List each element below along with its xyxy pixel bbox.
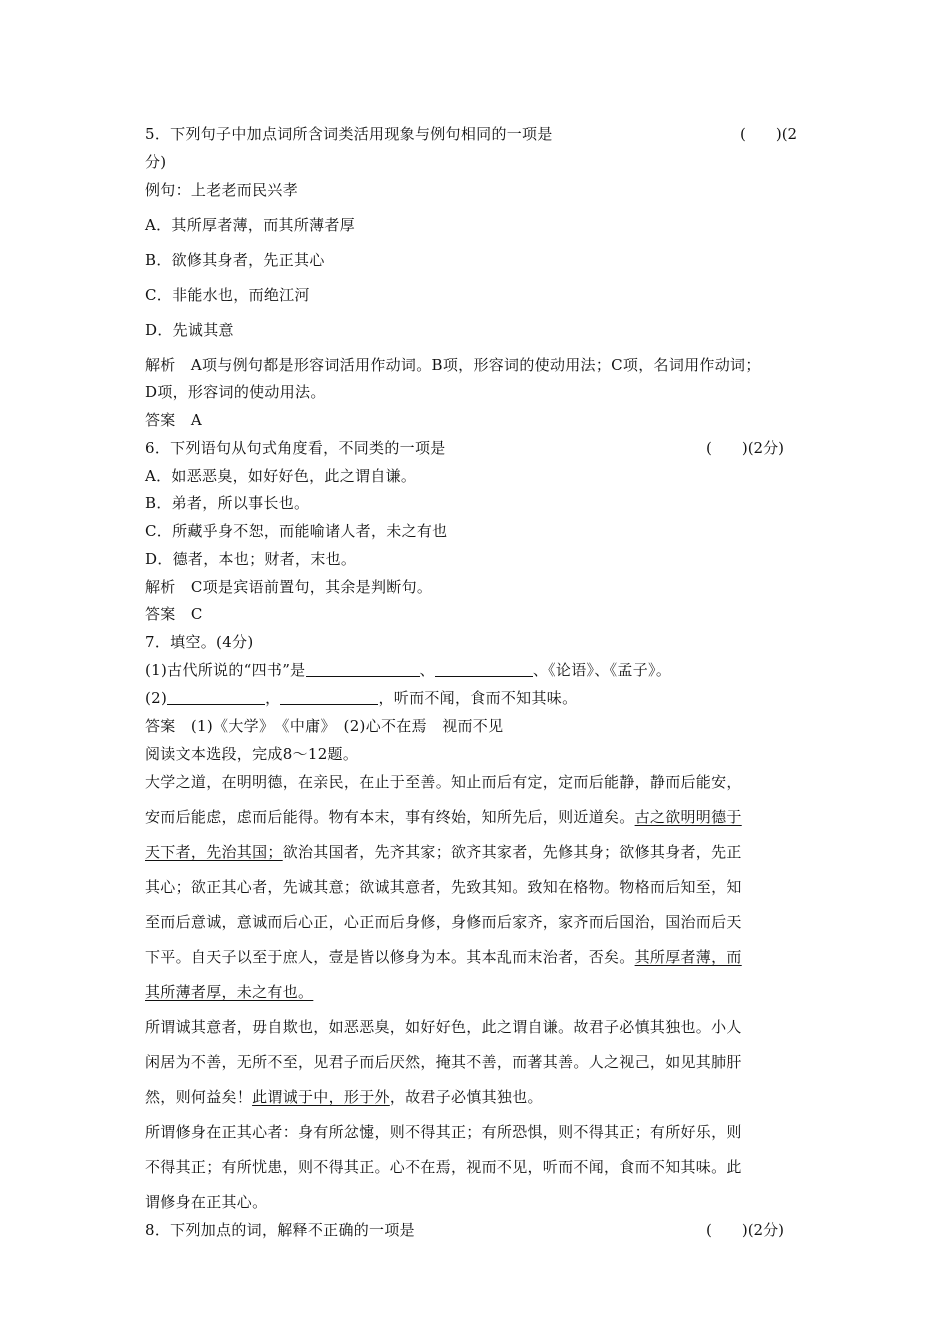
q6-option-a: A．如恶恶臭，如好好色，此之谓自谦。 [145, 467, 417, 485]
passage-p2-line1: 所谓诚其意者，毋自欺也，如恶恶臭，如好好色，此之谓自谦。故君子必慎其独也。小人 [145, 1018, 742, 1036]
passage-p2-line2: 闲居为不善，无所不至，见君子而后厌然，掩其不善，而著其善。人之视己，如见其肺肝 [145, 1053, 742, 1071]
fill-blank-2[interactable] [435, 662, 533, 677]
q5-option-c: C．非能水也，而绝江河 [145, 286, 310, 304]
fill-blank-1[interactable] [306, 662, 420, 677]
passage-p1-line6 [145, 947, 742, 967]
q6-option-c: C．所藏乎身不恕，而能喻诸人者，未之有也 [145, 522, 448, 540]
passage-p2-line3-text: 然，则何益矣！ [145, 1088, 253, 1106]
q7-fill-line2 [145, 688, 577, 708]
fill-blank-4[interactable] [280, 690, 378, 705]
passage-p1-line4: 其心；欲正其心者，先诚其意；欲诚其意者，先致其知。致知在格物。物格而后知至，知 [145, 878, 742, 896]
q5-analysis-line1: 解析 A项与例句都是形容词活用作动词。B项，形容词的使动用法；C项，名词用作动词； [145, 356, 761, 374]
q7-l1-suffix: 、《论语》、《孟子》。 [532, 661, 672, 679]
q5-answer-paren: ( )(2 [740, 125, 798, 143]
passage-p1-line3-text: 欲治其国者，先齐其家；欲齐其家者，先修其身；欲修其身者，先正 [282, 843, 742, 861]
q5-answer: 答案 A [145, 411, 203, 429]
underlined-sentence-3: 此谓诚于中，形于外 [252, 1088, 390, 1106]
q5-example: 例句：上老老而民兴孝 [145, 181, 299, 199]
passage-p3-line1: 所谓修身在正其心者：身有所忿懥，则不得其正；有所恐惧，则不得其正；有所好乐，则 [145, 1123, 742, 1141]
q7-answer: 答案 (1)《大学》 《中庸》 (2)心不在焉 视而不见 [145, 717, 504, 735]
q5-option-a: A．其所厚者薄，而其所薄者厚 [145, 216, 356, 234]
q7-stem: 7．填空。(4分) [145, 633, 254, 651]
passage-p2-line3 [145, 1087, 543, 1107]
passage-p3-line2: 不得其正；有所忧患，则不得其正。心不在焉，视而不见，听而不闻，食而不知其味。此 [145, 1158, 742, 1176]
q7-l2-suffix: ，听而不闻，食而不知其味。 [378, 689, 578, 707]
q6-analysis: 解析 C项是宾语前置句，其余是判断句。 [145, 578, 433, 596]
underlined-sentence-2b: 其所薄者厚，未之有也。 [145, 983, 314, 1001]
q8-stem: 8．下列加点的词，解释不正确的一项是 [145, 1221, 415, 1239]
q5-option-b: B．欲修其身者，先正其心 [145, 251, 325, 269]
q6-option-b: B．弟者，所以事长也。 [145, 494, 310, 512]
fill-blank-3[interactable] [167, 690, 265, 705]
passage-p3-line3: 谓修身在正其心。 [145, 1193, 268, 1211]
q6-answer: 答案 C [145, 605, 203, 623]
q7-l1-prefix: (1)古代所说的“四书”是 [145, 661, 306, 679]
passage-p1-line3 [145, 842, 742, 862]
passage-p2-line3-end: ，故君子必慎其独也。 [389, 1088, 543, 1106]
underlined-sentence-1a: 古之欲明明德于 [634, 808, 742, 826]
q7-l1-separator: 、 [419, 661, 435, 679]
passage-p1-line6-text: 下平。自天子以至于庶人，壹是皆以修身为本。其本乱而末治者，否矣。 [145, 948, 635, 966]
passage-p1-line5: 至而后意诚，意诚而后心正，心正而后身修，身修而后家齐，家齐而后国治，国治而后天 [145, 913, 742, 931]
passage-p1-line2-text: 安而后能虑，虑而后能得。物有本末，事有终始，知所先后，则近道矣。 [145, 808, 635, 826]
q8-answer-paren: ( )(2分) [706, 1221, 784, 1239]
q6-option-d: D．德者，本也；财者，末也。 [145, 550, 357, 568]
passage-p1-line2 [145, 807, 742, 827]
passage-p1-line1: 大学之道，在明明德，在亲民，在止于至善。知止而后有定，定而后能静，静而后能安， [145, 773, 742, 791]
q7-l2-separator: ， [265, 689, 281, 707]
q6-answer-paren: ( )(2分) [706, 439, 784, 457]
underlined-sentence-2a: 其所厚者薄，而 [634, 948, 742, 966]
q5-analysis-line2: D项，形容词的使动用法。 [145, 383, 326, 401]
q5-stem: 5．下列句子中加点词所含词类活用现象与例句相同的一项是 [145, 125, 553, 143]
q6-stem: 6．下列语句从句式角度看，不同类的一项是 [145, 439, 446, 457]
passage-p1-line7 [145, 982, 313, 1002]
reading-intro: 阅读文本选段，完成8～12题。 [145, 745, 359, 763]
q7-fill-line1 [145, 660, 671, 680]
q5-option-d: D．先诚其意 [145, 321, 234, 339]
q7-l2-prefix: (2) [145, 689, 168, 707]
underlined-sentence-1b: 天下者，先治其国； [145, 843, 283, 861]
q5-score-tail: 分) [145, 153, 167, 171]
